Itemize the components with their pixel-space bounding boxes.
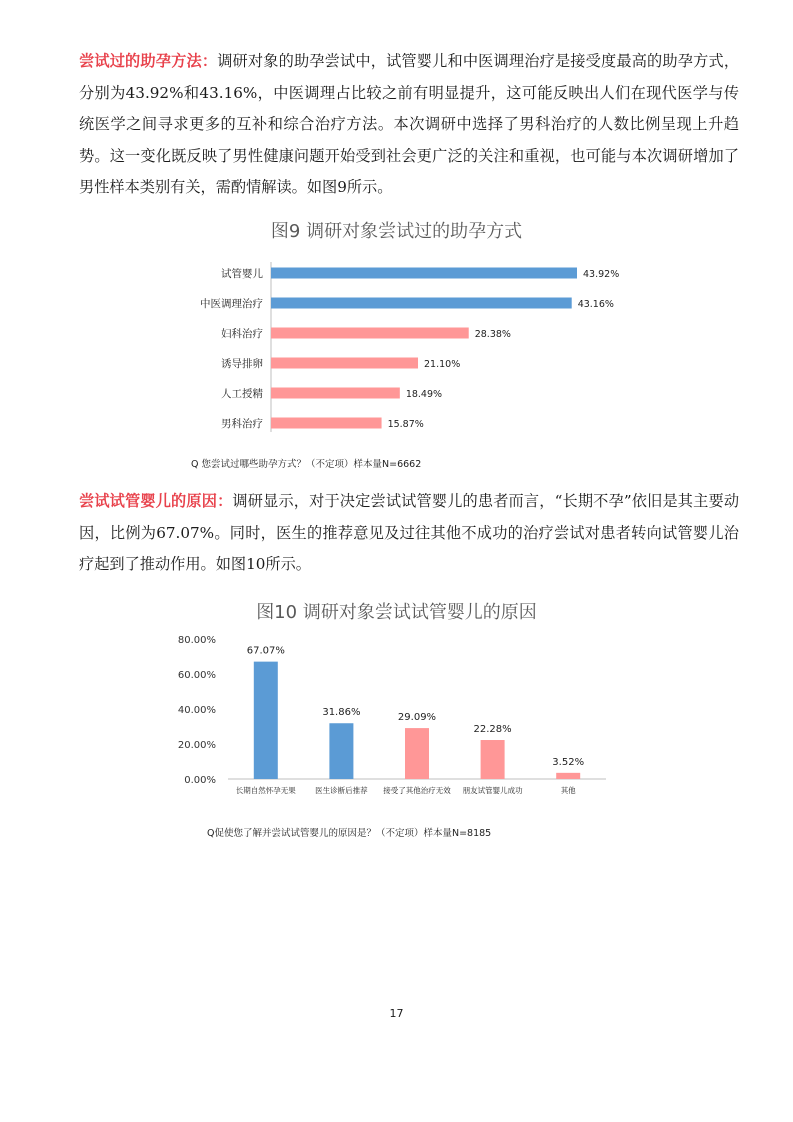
figure9-bar (271, 388, 400, 399)
figure10-value-label: 3.52% (552, 756, 585, 768)
section-body-assisted-methods: 调研对象的助孕尝试中，试管婴儿和中医调理治疗是接受度最高的助孕方式，分别为43.92%和43.16%，中医调理占比较之前有明显提升，这可能反映出人们在现代医学与传统医学之间寻求更多的互补和综合治疗方法。本次调研中选择了男科治疗的人数比例呈现上升趋势。这一变化既反映了男性健康问题开始受到社会更广泛的关注和重视，也可能与本次调研增加了男性样本类别有关，需酌情解读。如图9所示。 (79, 52, 740, 196)
figure10-value-label: 22.28% (473, 724, 512, 736)
section-body-ivf-reasons: 调研显示，对于决定尝试试管婴儿的患者而言，“长期不孕”依旧是其主要动因，比例为67.07%。同时，医生的推荐意见及过往其他不成功的治疗尝试对患者转向试管婴儿治疗起到了推动作用。如图10所示。 (79, 492, 740, 573)
figure10-bar (481, 740, 505, 779)
figure10-bar (405, 728, 429, 779)
figure10-category-label: 接受了其他治疗无效 (383, 786, 451, 795)
figure10-chart (0, 630, 793, 805)
figure9-value-label: 43.16% (577, 299, 614, 310)
figure10-category-label: 长期自然怀孕无果 (235, 786, 296, 795)
figure9-category-label: 人工授精 (221, 388, 263, 400)
figure10-ytick-label: 20.00% (177, 740, 216, 751)
figure10-bar (254, 662, 278, 779)
figure9-category-label: 男科治疗 (221, 418, 263, 430)
figure9-value-label: 43.92% (583, 269, 620, 280)
figure10-value-label: 29.09% (397, 712, 437, 724)
figure10-ytick-label: 80.00% (177, 635, 216, 646)
figure9-value-label: 15.87% (387, 419, 424, 430)
figure10-value-label: 31.86% (322, 707, 361, 719)
figure9-bar (271, 268, 577, 279)
figure10-bar (556, 773, 580, 779)
figure9-bar (271, 358, 418, 369)
figure9-category-label: 试管婴儿 (221, 268, 263, 280)
figure9-value-label: 21.10% (424, 359, 461, 370)
paragraph-assisted-methods (79, 46, 739, 204)
figure9-footnote: Q 您尝试过哪些助孕方式？（不定项）样本量N=6662 (191, 459, 422, 470)
figure9-category-label: 诱导排卵 (221, 358, 263, 370)
figure10-category-label: 医生诊断后推荐 (315, 786, 368, 795)
figure10-title: 图10 调研对象尝试试管婴儿的原因 (256, 602, 537, 623)
figure10-category-label: 其他 (560, 786, 576, 795)
paragraph-ivf-reasons (79, 486, 739, 581)
section-lead-assisted-methods: 尝试过的助孕方法： (79, 52, 218, 70)
figure9-bar (271, 298, 572, 309)
figure9-value-label: 28.38% (474, 329, 511, 340)
figure10-ytick-label: 0.00% (184, 775, 216, 786)
figure10-ytick-label: 60.00% (177, 670, 216, 681)
figure10-bar (329, 723, 353, 779)
figure9-category-label: 妇科治疗 (221, 328, 263, 340)
figure10-value-label: 67.07% (246, 645, 285, 657)
figure9-bar (271, 418, 382, 429)
figure10-footnote: Q促使您了解并尝试试管婴儿的原因是？（不定项）样本量N=8185 (207, 828, 492, 839)
figure9-chart (0, 257, 793, 432)
figure9-title: 图9 调研对象尝试过的助孕方式 (270, 221, 523, 242)
figure9-bar (271, 328, 469, 339)
figure9-value-label: 18.49% (405, 389, 443, 400)
figure10-ytick-label: 40.00% (177, 705, 216, 716)
figure9-category-label: 中医调理治疗 (200, 298, 263, 310)
page-number: 17 (389, 1007, 404, 1020)
section-lead-ivf-reasons: 尝试试管婴儿的原因： (79, 492, 233, 510)
figure10-category-label: 朋友试管婴儿成功 (462, 786, 523, 795)
